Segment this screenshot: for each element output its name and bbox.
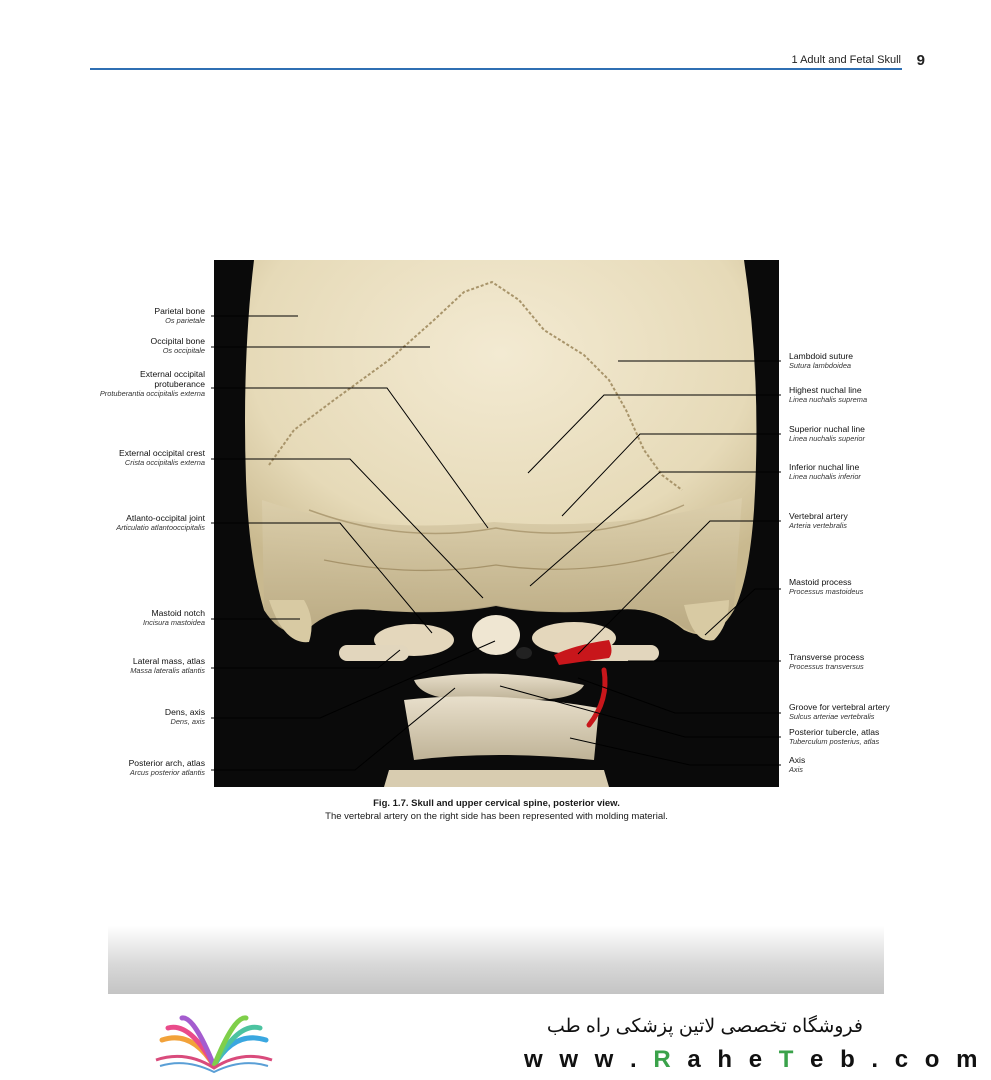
label-mastoid-notch: Mastoid notch Incisura mastoidea: [142, 608, 205, 627]
store-url[interactable]: w w w . R a h e T e b . c o m: [524, 1046, 983, 1073]
running-header: 1 Adult and Fetal Skull: [791, 54, 901, 66]
label-posterior-arch-atlas: Posterior arch, atlas Arcus posterior atlantis: [128, 758, 205, 777]
label-parietal-bone: Parietal bone Os parietale: [154, 306, 205, 325]
label-vertebral-artery: Vertebral artery Arteria vertebralis: [789, 511, 848, 530]
label-lateral-mass-atlas: Lateral mass, atlas Massa lateralis atlantis: [130, 656, 205, 675]
label-external-occipital-crest: External occipital crest Crista occipitalis externa: [119, 448, 205, 467]
page-number: 9: [916, 52, 925, 69]
label-dens-axis: Dens, axis Dens, axis: [164, 707, 205, 726]
label-posterior-tubercle-atlas: Posterior tubercle, atlas Tuberculum posterius, atlas: [789, 727, 880, 746]
label-axis: Axis Axis: [789, 755, 806, 774]
label-groove-for-vertebral-artery: Groove for vertebral artery Sulcus arteriae vertebralis: [789, 702, 890, 721]
label-external-occipital-protuberance: External occipital protuberance Protuberantia occipitalis externa: [99, 369, 205, 398]
label-transverse-process: Transverse process Processus transversus: [789, 652, 865, 671]
label-occipital-bone: Occipital bone Os occipitale: [150, 336, 205, 355]
figure-title: Fig. 1.7. Skull and upper cervical spine, posterior view.: [373, 798, 620, 809]
figure-description: The vertebral artery on the right side has been represented with molding material.: [325, 811, 668, 822]
book-logo-icon: [152, 1010, 276, 1074]
figure-caption: [214, 797, 779, 823]
skull-illustration: [214, 260, 779, 787]
anatomy-photo: [214, 260, 779, 787]
label-superior-nuchal-line: Superior nuchal line Linea nuchalis superior: [789, 424, 866, 443]
label-lambdoid-suture: Lambdoid suture Sutura lambdoidea: [789, 351, 854, 370]
label-highest-nuchal-line: Highest nuchal line Linea nuchalis suprema: [789, 385, 868, 404]
label-inferior-nuchal-line: Inferior nuchal line Linea nuchalis inferior: [789, 462, 861, 481]
label-mastoid-process: Mastoid process Processus mastoideus: [789, 577, 864, 596]
page-shadow: [108, 926, 884, 994]
label-atlanto-occipital-joint: Atlanto-occipital joint Articulatio atlantooccipitalis: [116, 513, 205, 532]
store-name: فروشگاه تخصصی لاتین پزشکی راه طب: [546, 1016, 863, 1037]
header-rule: [90, 68, 902, 70]
